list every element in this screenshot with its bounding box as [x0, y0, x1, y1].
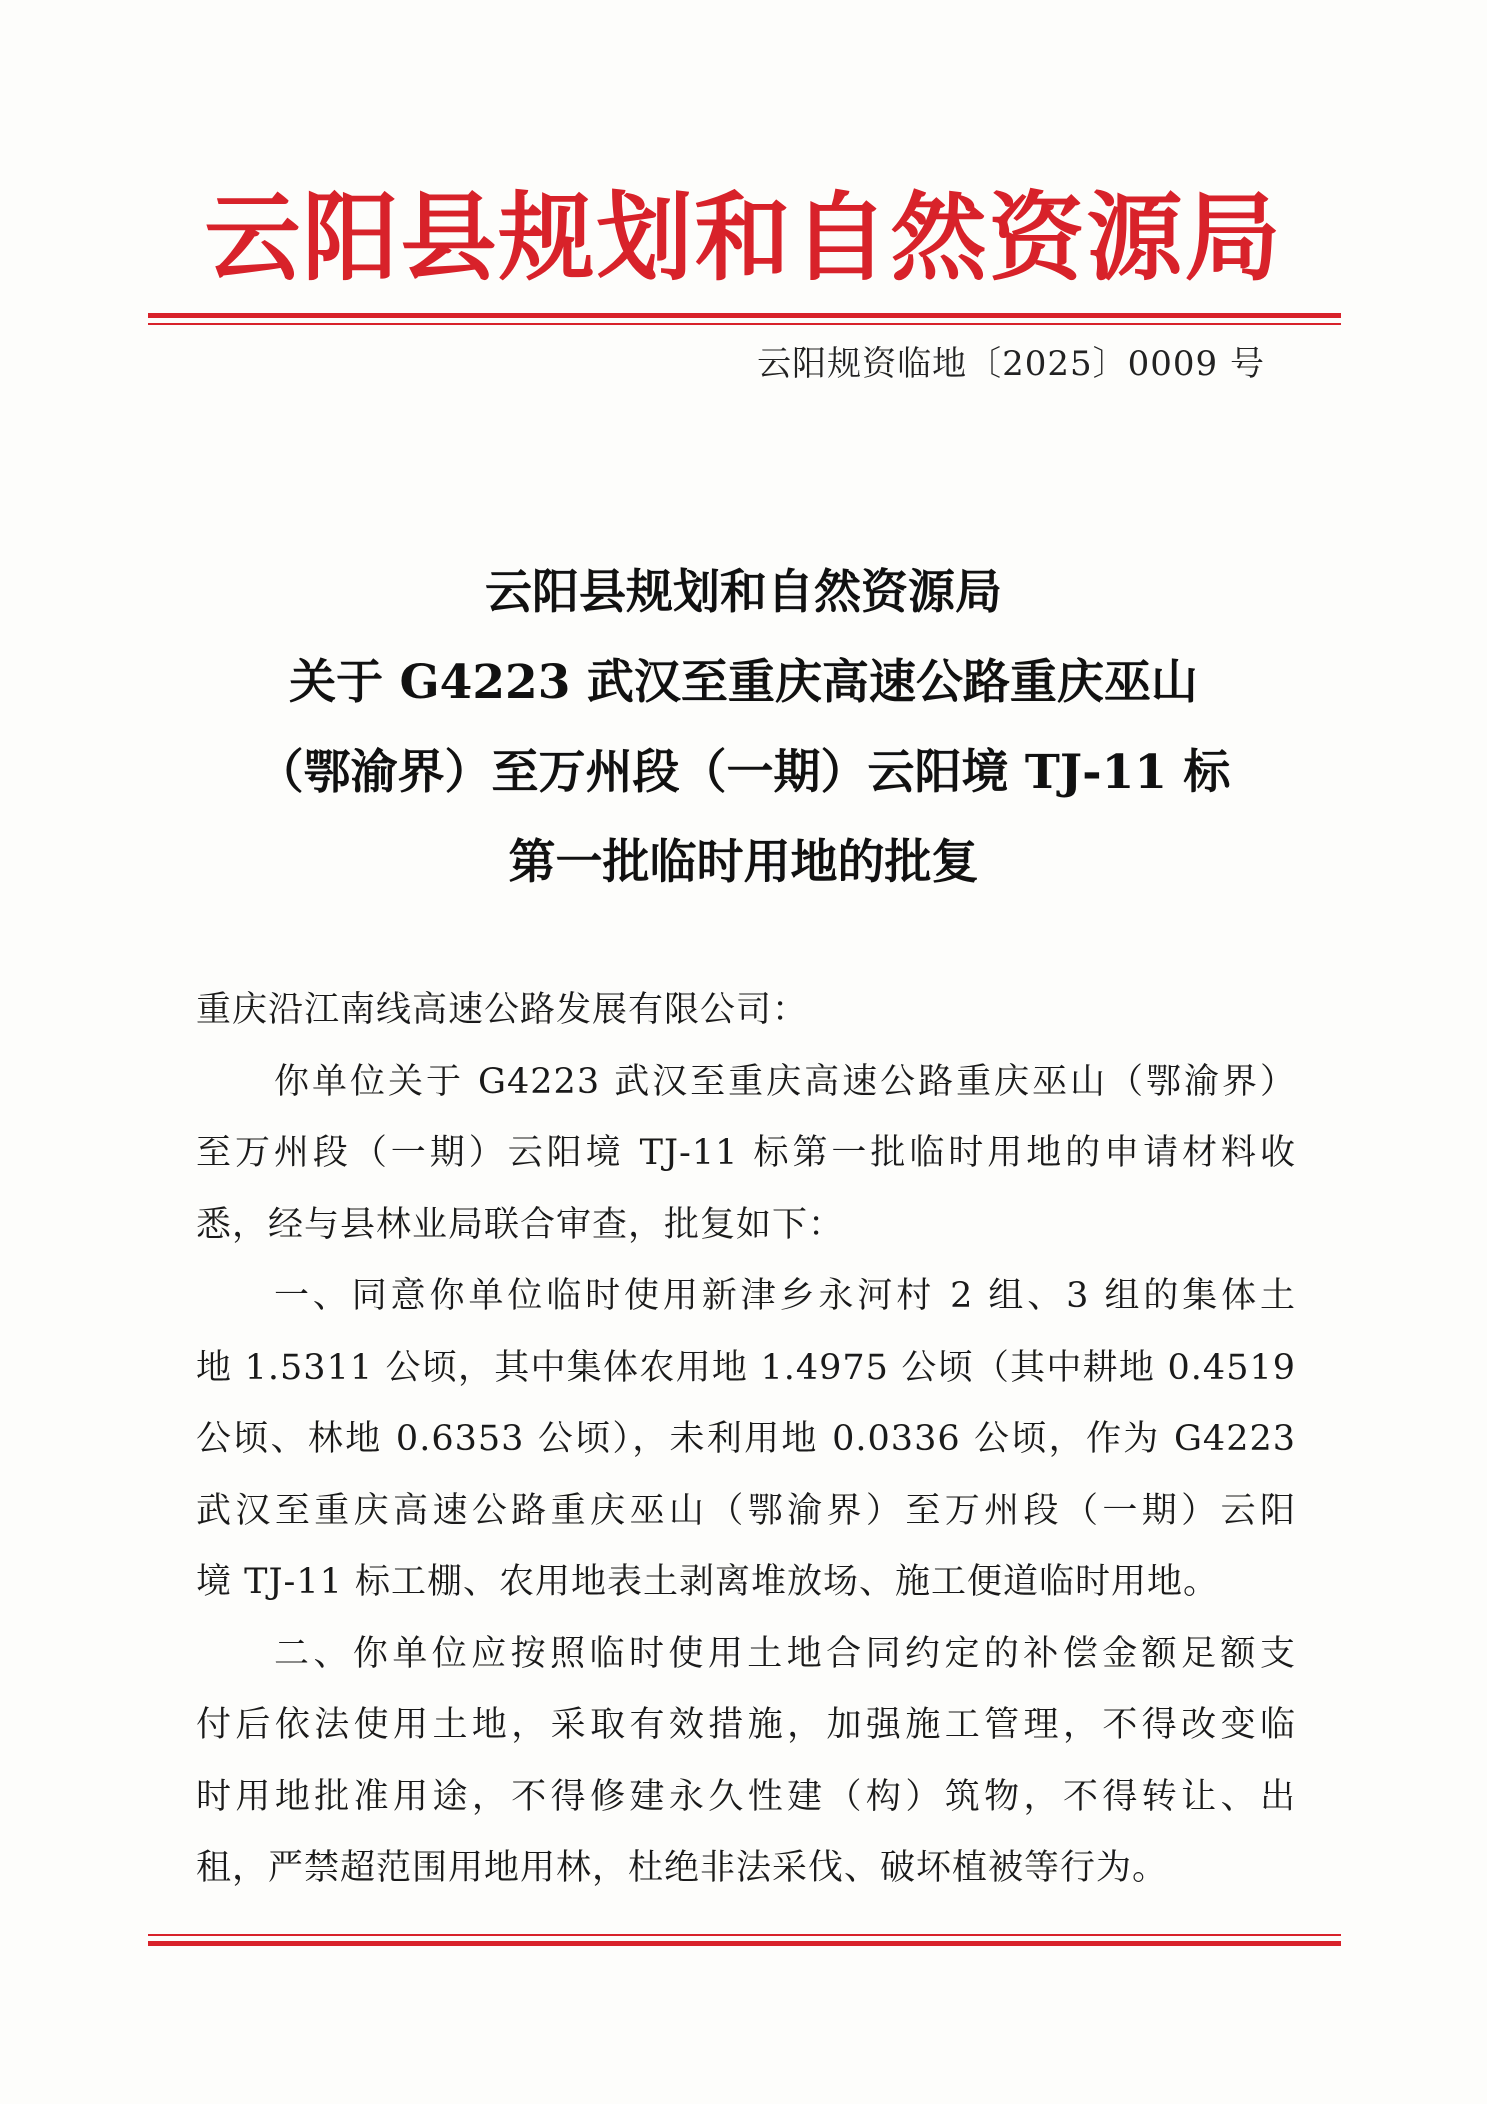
header-rule-thin	[148, 323, 1341, 325]
addressee: 重庆沿江南线高速公路发展有限公司：	[196, 990, 809, 1030]
body-line: 时用地批准用途，不得修建永久性建（构）筑物，不得转让、出	[196, 1776, 1296, 1817]
document-title	[150, 548, 1337, 908]
body-line: 租，严禁超范围用地用林，杜绝非法采伐、破坏植被等行为。	[196, 1848, 1169, 1888]
footer-rule-thick	[148, 1941, 1341, 1946]
title-line: 关于 G4223 武汉至重庆高速公路重庆巫山	[289, 655, 1198, 710]
body-line: 悉，经与县林业局联合审查，批复如下：	[196, 1204, 845, 1245]
title-line: （鄂渝界）至万州段（一期）云阳境 TJ-11 标	[256, 745, 1231, 800]
header-rule-thick	[148, 313, 1341, 318]
body-line: 武汉至重庆高速公路重庆巫山（鄂渝界）至万州段（一期）云阳	[196, 1490, 1296, 1531]
footer-rule-thin	[148, 1934, 1341, 1936]
document-number: 云阳规资临地〔2025〕0009 号	[757, 344, 1265, 384]
body-line: 公顷、林地 0.6353 公顷），未利用地 0.0336 公顷，作为 G4223	[196, 1419, 1296, 1459]
body-line: 付后依法使用土地，采取有效措施，加强施工管理，不得改变临	[196, 1705, 1296, 1745]
body-line: 一、同意你单位临时使用新津乡永河村 2 组、3 组的集体土	[274, 1276, 1296, 1316]
body-line: 你单位关于 G4223 武汉至重庆高速公路重庆巫山（鄂渝界）	[274, 1061, 1296, 1102]
body-line: 境 TJ-11 标工棚、农用地表土剥离堆放场、施工便道临时用地。	[196, 1562, 1219, 1602]
body-line: 至万州段（一期）云阳境 TJ-11 标第一批临时用地的申请材料收	[196, 1133, 1296, 1173]
document-body	[196, 975, 1296, 1905]
body-line: 二、你单位应按照临时使用土地合同约定的补偿金额足额支	[274, 1633, 1296, 1674]
agency-header: 云阳县规划和自然资源局	[204, 181, 1283, 294]
body-line: 地 1.5311 公顷，其中集体农用地 1.4975 公顷（其中耕地 0.4519	[196, 1347, 1296, 1388]
title-line: 第一批临时用地的批复	[508, 835, 979, 890]
title-line: 云阳县规划和自然资源局	[485, 565, 1002, 620]
